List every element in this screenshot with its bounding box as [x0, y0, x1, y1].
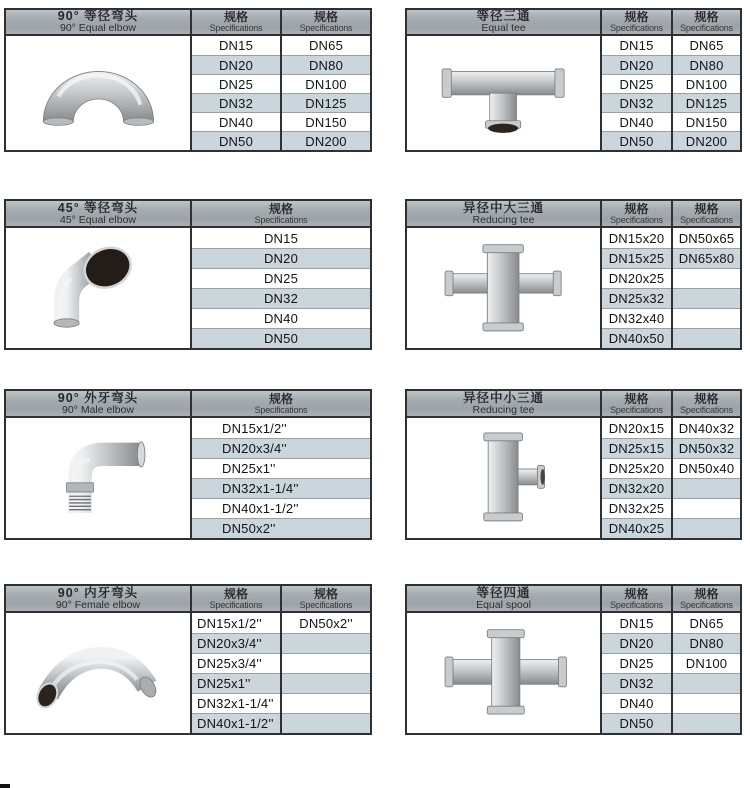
spec-cell: DN50x65 [678, 230, 735, 246]
spec-header-en: Specifications [680, 599, 733, 610]
spec-cell: DN20x15 [608, 420, 665, 436]
product-section-equal-tee [405, 8, 742, 152]
section-title [6, 391, 190, 416]
spec-cell [673, 478, 740, 498]
reducing-tee-large-photo-graphic [424, 235, 582, 341]
spec-cell: DN15x1/2'' [222, 420, 287, 436]
spec-cell: DN32 [602, 673, 671, 693]
spec-column [190, 613, 280, 733]
spec-cell: DN32x20 [602, 478, 671, 498]
spec-cell [673, 308, 740, 328]
spec-column [280, 36, 370, 150]
spec-cell: DN20x3/4'' [192, 438, 370, 458]
spec-column-header [190, 10, 280, 34]
spec-cell: DN20 [192, 55, 280, 74]
section-title-cn: 等径四通 [476, 585, 531, 600]
spec-cell: DN20 [602, 55, 671, 74]
spec-cell [673, 518, 740, 538]
section-header [6, 10, 370, 36]
spec-cell: DN40 [602, 693, 671, 713]
corner-mark [0, 784, 10, 788]
spec-cell: DN25 [602, 653, 671, 673]
female-elbow-photo [6, 613, 190, 733]
section-title-cn: 90° 等径弯头 [57, 9, 139, 23]
spec-cell: DN200 [282, 131, 370, 150]
spec-cell: DN40x1-1/2'' [192, 713, 280, 733]
spec-cell: DN125 [673, 93, 740, 112]
spec-column [190, 418, 370, 538]
section-title-en: Equal tee [481, 22, 526, 34]
spec-column-header [600, 201, 671, 226]
male-elbow-photo [6, 418, 190, 538]
section-header [6, 391, 370, 418]
elbow45-photo [6, 228, 190, 348]
spec-cell: DN25x3/4'' [192, 653, 280, 673]
spec-cell: DN50x2'' [299, 615, 353, 631]
section-title [407, 391, 600, 416]
spec-header-en: Specifications [254, 214, 308, 225]
spec-cell: DN15 [619, 615, 654, 631]
spec-cell [282, 673, 370, 693]
section-title [407, 586, 600, 611]
spec-column-header [671, 10, 740, 34]
spec-cell: DN25x1'' [192, 673, 280, 693]
reducing-tee-small-photo-graphic [424, 425, 582, 531]
section-header [407, 586, 740, 613]
section-title-cn: 45° 等径弯头 [57, 200, 139, 215]
spec-header-en: Specifications [680, 23, 733, 33]
section-body [407, 228, 740, 348]
section-title-en: Reducing tee [472, 403, 535, 416]
spec-header-en: Specifications [209, 23, 263, 33]
spec-header-cn: 规格 [624, 391, 649, 406]
product-section-equal-elbow-90 [4, 8, 372, 152]
spec-cell: DN25x15 [602, 438, 671, 458]
spec-column [190, 228, 370, 348]
section-title [407, 201, 600, 226]
elbow90-photo-graphic [23, 43, 174, 143]
spec-column [671, 418, 740, 538]
spec-cell [673, 673, 740, 693]
spec-cell: DN100 [282, 74, 370, 93]
section-title-en: Equal spool [476, 598, 531, 611]
elbow90-photo [6, 36, 190, 150]
spec-cell: DN25 [192, 268, 370, 288]
spec-cell: DN80 [673, 55, 740, 74]
spec-column-header [671, 201, 740, 226]
spec-cell: DN15 [218, 38, 254, 53]
male-elbow-photo-graphic [23, 425, 174, 531]
spec-column-header [280, 10, 370, 34]
spec-header-en: Specifications [610, 599, 663, 610]
spec-cell: DN20 [602, 633, 671, 653]
spec-cell [282, 713, 370, 733]
spec-cell: DN32x40 [602, 308, 671, 328]
spec-cell [673, 498, 740, 518]
spec-header-en: Specifications [299, 23, 353, 33]
section-body [407, 36, 740, 150]
section-title-cn: 90° 内牙弯头 [57, 585, 139, 600]
spec-header-cn: 规格 [624, 586, 649, 601]
section-title-en: Reducing tee [472, 213, 535, 226]
spec-cell: DN80 [673, 633, 740, 653]
section-header [407, 201, 740, 228]
spec-column-header [190, 201, 370, 226]
spec-cell: DN100 [673, 74, 740, 93]
spec-cell: DN25x1'' [192, 458, 370, 478]
spec-cell: DN125 [282, 93, 370, 112]
spec-cell: DN80 [282, 55, 370, 74]
spec-cell: DN150 [673, 112, 740, 131]
section-title-en: 90° Equal elbow [59, 22, 136, 34]
spec-header-cn: 规格 [313, 10, 338, 24]
product-section-male-elbow-90 [4, 389, 372, 540]
spec-cell: DN65x80 [673, 248, 740, 268]
product-section-reducing-tee-small [405, 389, 742, 540]
spec-column [671, 228, 740, 348]
section-body [6, 228, 370, 348]
spec-column-header [671, 586, 740, 611]
section-header [6, 586, 370, 613]
spec-cell: DN25x20 [602, 458, 671, 478]
spec-header-cn: 规格 [223, 10, 248, 24]
spec-column [600, 613, 671, 733]
spec-cell: DN20x25 [602, 268, 671, 288]
spec-header-en: Specifications [209, 599, 263, 610]
spec-cell: DN15x20 [608, 230, 665, 246]
spec-column [671, 613, 740, 733]
spec-column-header [190, 391, 370, 416]
spec-header-en: Specifications [610, 404, 663, 415]
spec-header-en: Specifications [254, 404, 308, 415]
spec-header-cn: 规格 [694, 391, 719, 406]
spec-header-cn: 规格 [694, 201, 719, 216]
spec-column-header [671, 391, 740, 416]
spec-header-cn: 规格 [624, 10, 649, 24]
spec-cell: DN32x1-1/4'' [192, 693, 280, 713]
product-section-equal-spool [405, 584, 742, 735]
spec-cell: DN50x32 [673, 438, 740, 458]
spec-cell: DN32 [192, 288, 370, 308]
spec-column [600, 418, 671, 538]
spec-cell: DN50 [602, 131, 671, 150]
spec-cell: DN40x32 [678, 420, 735, 436]
spec-cell: DN65 [689, 615, 724, 631]
spec-column-header [280, 586, 370, 611]
elbow45-photo-graphic [23, 235, 174, 341]
section-header [407, 10, 740, 36]
spec-cell [673, 268, 740, 288]
spec-cell: DN50x40 [673, 458, 740, 478]
spec-cell [673, 713, 740, 733]
spec-cell: DN40x50 [602, 328, 671, 348]
spec-header-en: Specifications [680, 214, 733, 225]
spec-cell [282, 693, 370, 713]
spec-cell: DN40 [192, 308, 370, 328]
spec-header-cn: 规格 [624, 201, 649, 216]
spec-cell: DN25 [192, 74, 280, 93]
spec-cell: DN40x1-1/2'' [192, 498, 370, 518]
spec-cell: DN200 [673, 131, 740, 150]
spec-cell: DN25x32 [602, 288, 671, 308]
spec-column [600, 228, 671, 348]
spec-cell: DN15 [263, 230, 299, 246]
spec-cell: DN32 [602, 93, 671, 112]
spec-cell: DN65 [308, 38, 344, 53]
section-title [407, 10, 600, 34]
reducing-tee-large-photo [407, 228, 600, 348]
section-body [6, 613, 370, 733]
spec-header-cn: 规格 [268, 391, 293, 406]
spec-cell: DN65 [689, 38, 724, 53]
section-title-cn: 等径三通 [476, 9, 531, 23]
spec-cell [673, 288, 740, 308]
spec-cell: DN15x25 [602, 248, 671, 268]
section-title [6, 10, 190, 34]
section-title [6, 586, 190, 611]
product-section-female-elbow-90 [4, 584, 372, 735]
spec-cell: DN50 [192, 131, 280, 150]
section-body [407, 613, 740, 733]
spec-cell: DN20x3/4'' [192, 633, 280, 653]
section-title-cn: 90° 外牙弯头 [57, 390, 139, 405]
spec-cell [282, 653, 370, 673]
spec-cell: DN50x2'' [192, 518, 370, 538]
section-title [6, 201, 190, 226]
spec-column [671, 36, 740, 150]
spec-cell: DN150 [282, 112, 370, 131]
spec-column-header [190, 586, 280, 611]
section-header [407, 391, 740, 418]
spec-cell [282, 633, 370, 653]
product-section-equal-elbow-45 [4, 199, 372, 350]
section-title-cn: 异径中大三通 [462, 200, 544, 215]
spec-cell: DN15x1/2'' [197, 615, 262, 631]
spec-cell: DN50 [192, 328, 370, 348]
spec-header-en: Specifications [610, 23, 663, 33]
spec-header-en: Specifications [610, 214, 663, 225]
reducing-tee-small-photo [407, 418, 600, 538]
section-body [6, 36, 370, 150]
spec-header-cn: 规格 [694, 586, 719, 601]
spec-column-header [600, 391, 671, 416]
spec-header-cn: 规格 [223, 586, 248, 601]
section-body [6, 418, 370, 538]
spec-header-cn: 规格 [268, 201, 293, 216]
spec-header-cn: 规格 [694, 10, 719, 24]
spec-cell [673, 328, 740, 348]
equal-tee-photo [407, 36, 600, 150]
spec-header-cn: 规格 [313, 586, 338, 601]
spec-cell: DN32x1-1/4'' [192, 478, 370, 498]
product-section-reducing-tee-large [405, 199, 742, 350]
section-title-en: 90° Male elbow [62, 403, 134, 416]
equal-spool-photo [407, 613, 600, 733]
spec-cell: DN32 [192, 93, 280, 112]
section-title-cn: 异径中小三通 [462, 390, 544, 405]
section-title-en: 90° Female elbow [55, 598, 141, 611]
equal-spool-photo-graphic [424, 620, 582, 726]
spec-cell [673, 693, 740, 713]
spec-cell: DN20 [192, 248, 370, 268]
spec-cell: DN40 [192, 112, 280, 131]
section-body [407, 418, 740, 538]
spec-column-header [600, 586, 671, 611]
spec-header-en: Specifications [299, 599, 353, 610]
spec-column [190, 36, 280, 150]
spec-header-en: Specifications [680, 404, 733, 415]
spec-column [600, 36, 671, 150]
spec-column-header [600, 10, 671, 34]
spec-cell: DN50 [602, 713, 671, 733]
spec-column [280, 613, 370, 733]
spec-cell: DN100 [673, 653, 740, 673]
spec-cell: DN40x25 [602, 518, 671, 538]
spec-cell: DN32x25 [602, 498, 671, 518]
section-title-en: 45° Equal elbow [59, 213, 136, 226]
section-header [6, 201, 370, 228]
spec-cell: DN40 [602, 112, 671, 131]
equal-tee-photo-graphic [424, 43, 582, 143]
spec-cell: DN25 [602, 74, 671, 93]
female-elbow-photo-graphic [23, 620, 174, 726]
spec-cell: DN15 [619, 38, 654, 53]
